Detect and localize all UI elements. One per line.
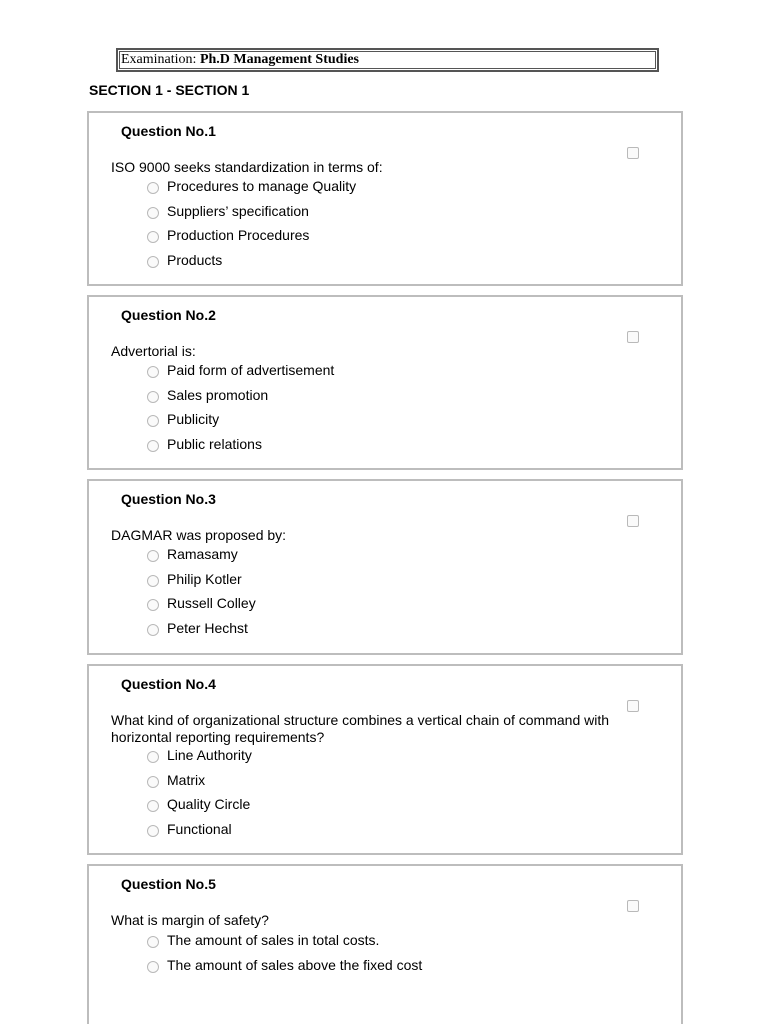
exam-value: Ph.D Management Studies xyxy=(199,52,359,67)
radio-button[interactable] xyxy=(147,961,159,973)
question-card xyxy=(87,295,683,470)
answer-option[interactable] xyxy=(147,957,422,982)
radio-button[interactable] xyxy=(147,182,159,194)
answer-option[interactable] xyxy=(147,796,252,821)
option-label: Suppliers’ specification xyxy=(167,202,309,219)
answer-option[interactable] xyxy=(147,252,356,277)
mark-checkbox[interactable] xyxy=(627,515,639,527)
option-label: Functional xyxy=(167,821,232,838)
radio-button[interactable] xyxy=(147,599,159,611)
option-label: Procedures to manage Quality xyxy=(167,178,357,194)
answer-option[interactable] xyxy=(147,436,334,461)
exam-label: Examination: xyxy=(121,52,197,67)
option-label: Matrix xyxy=(167,771,206,788)
radio-button[interactable] xyxy=(147,440,159,452)
mark-checkbox[interactable] xyxy=(627,900,639,912)
option-list xyxy=(147,546,256,645)
question-text: Advertorial is: xyxy=(111,343,196,359)
section-title: SECTION 1 - SECTION 1 xyxy=(89,82,250,98)
option-label: Production Procedures xyxy=(167,227,310,244)
answer-option[interactable] xyxy=(147,546,256,571)
answer-option[interactable] xyxy=(147,821,252,846)
option-label: Publicity xyxy=(167,411,220,428)
radio-button[interactable] xyxy=(147,936,159,948)
answer-option[interactable] xyxy=(147,772,252,797)
radio-button[interactable] xyxy=(147,751,159,763)
question-text: DAGMAR was proposed by: xyxy=(111,527,287,543)
radio-button[interactable] xyxy=(147,624,159,636)
answer-option[interactable] xyxy=(147,571,256,596)
option-list xyxy=(147,747,252,846)
question-title: Question No.5 xyxy=(121,876,216,892)
answer-option[interactable] xyxy=(147,932,422,957)
answer-option[interactable] xyxy=(147,362,334,387)
answer-option[interactable] xyxy=(147,387,334,412)
question-text: What is margin of safety? xyxy=(111,912,269,928)
option-list xyxy=(147,362,334,461)
exam-header xyxy=(116,48,659,72)
option-label: Sales promotion xyxy=(167,386,269,403)
mark-checkbox[interactable] xyxy=(627,331,639,343)
option-label: Line Authority xyxy=(167,747,252,763)
question-title: Question No.1 xyxy=(121,123,216,139)
radio-button[interactable] xyxy=(147,256,159,268)
option-list xyxy=(147,932,422,981)
radio-button[interactable] xyxy=(147,776,159,788)
answer-option[interactable] xyxy=(147,620,256,645)
option-label: Quality Circle xyxy=(167,796,251,813)
radio-button[interactable] xyxy=(147,415,159,427)
radio-button[interactable] xyxy=(147,825,159,837)
option-list xyxy=(147,178,356,277)
option-label: Philip Kotler xyxy=(167,570,242,587)
question-card xyxy=(87,864,683,1024)
radio-button[interactable] xyxy=(147,575,159,587)
mark-checkbox[interactable] xyxy=(627,147,639,159)
option-label: Paid form of advertisement xyxy=(167,362,335,378)
question-card xyxy=(87,111,683,286)
answer-option[interactable] xyxy=(147,411,334,436)
option-label: Peter Hechst xyxy=(167,620,248,637)
answer-option[interactable] xyxy=(147,227,356,252)
option-label: The amount of sales in total costs. xyxy=(167,932,380,948)
question-text: What kind of organizational structure combines a vertical chain of command with horizontal reporting requirements? xyxy=(111,712,610,745)
answer-option[interactable] xyxy=(147,203,356,228)
answer-option[interactable] xyxy=(147,747,252,772)
option-label: Russell Colley xyxy=(167,595,256,612)
question-card xyxy=(87,479,683,655)
question-title: Question No.3 xyxy=(121,491,216,507)
radio-button[interactable] xyxy=(147,550,159,562)
question-card xyxy=(87,664,683,855)
option-label: Public relations xyxy=(167,436,262,453)
answer-option[interactable] xyxy=(147,595,256,620)
radio-button[interactable] xyxy=(147,231,159,243)
question-title: Question No.4 xyxy=(121,676,216,692)
question-text: ISO 9000 seeks standardization in terms of: xyxy=(111,159,383,175)
question-title: Question No.2 xyxy=(121,307,216,323)
radio-button[interactable] xyxy=(147,207,159,219)
radio-button[interactable] xyxy=(147,800,159,812)
option-label: Ramasamy xyxy=(167,546,238,562)
option-label: Products xyxy=(167,252,223,269)
mark-checkbox[interactable] xyxy=(627,700,639,712)
radio-button[interactable] xyxy=(147,391,159,403)
answer-option[interactable] xyxy=(147,178,356,203)
option-label: The amount of sales above the fixed cost xyxy=(167,956,423,973)
radio-button[interactable] xyxy=(147,366,159,378)
